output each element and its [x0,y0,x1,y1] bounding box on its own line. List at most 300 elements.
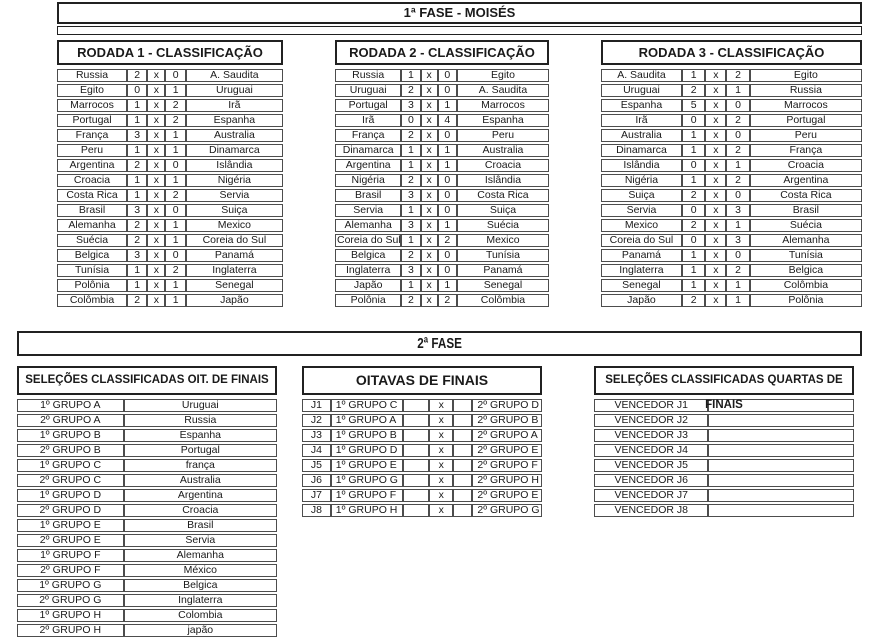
home-team-cell: Costa Rica [57,189,127,202]
away-group-cell: 2º GRUPO H [472,474,542,487]
away-team-cell: Irã [186,99,283,112]
away-score-cell: 2 [726,69,749,82]
match-row [57,279,283,292]
group-position-cell: 1º GRUPO G [17,579,124,592]
rodada-1-header: RODADA 1 - CLASSIFICAÇÃO [57,40,283,65]
away-group-cell: 2º GRUPO G [472,504,542,517]
x-separator-cell: x [429,504,453,517]
rodada-2-body [335,69,549,307]
home-group-cell: 1º GRUPO F [331,489,403,502]
away-score-empty-cell [453,504,472,517]
match-row [57,234,283,247]
match-row [335,69,549,82]
away-team-cell: Brasil [750,204,862,217]
qualified-team-cell: Inglaterra [124,594,277,607]
away-team-cell: Australia [186,129,283,142]
away-team-cell: Australia [457,144,549,157]
away-group-cell: 2º GRUPO E [472,489,542,502]
home-score-cell: 1 [127,264,147,277]
away-team-cell: Marrocos [457,99,549,112]
home-team-cell: Irã [335,114,401,127]
x-separator-cell: x [421,159,438,172]
home-score-empty-cell [403,504,429,517]
away-team-cell: Polônia [750,294,862,307]
rodada-1-body [57,69,283,307]
away-score-cell: 2 [726,174,749,187]
match-row [335,264,549,277]
home-group-cell: 1º GRUPO C [331,399,403,412]
away-team-cell: Egito [750,69,862,82]
home-team-cell: Egito [57,84,127,97]
match-row [57,249,283,262]
home-team-cell: Servia [601,204,682,217]
x-separator-cell: x [421,279,438,292]
x-separator-cell: x [705,234,726,247]
winner-row [594,504,854,517]
away-group-cell: 2º GRUPO F [472,459,542,472]
x-separator-cell: x [705,69,726,82]
home-score-cell: 0 [682,159,705,172]
qualified-row [17,564,277,577]
away-score-cell: 2 [165,114,185,127]
qualified-row [17,549,277,562]
match-row [601,204,862,217]
away-team-cell: Suécia [457,219,549,232]
x-separator-cell: x [147,279,165,292]
winner-row [594,444,854,457]
home-team-cell: Espanha [601,99,682,112]
home-score-cell: 3 [401,99,420,112]
qualified-team-cell: japão [124,624,277,637]
qualified-row [17,429,277,442]
match-row [57,264,283,277]
x-separator-cell: x [429,474,453,487]
x-separator-cell: x [429,414,453,427]
home-team-cell: Dinamarca [335,144,401,157]
qualified-row [17,474,277,487]
home-team-cell: Suécia [57,234,127,247]
away-score-cell: 3 [726,204,749,217]
home-score-cell: 2 [127,159,147,172]
away-team-cell: A. Saudita [186,69,283,82]
match-row [601,129,862,142]
qualified-team-cell: Uruguai [124,399,277,412]
away-team-cell: Senegal [186,279,283,292]
home-score-cell: 3 [401,189,420,202]
away-score-cell: 2 [438,234,457,247]
home-score-cell: 2 [127,219,147,232]
away-team-cell: Marrocos [750,99,862,112]
away-team-cell: Suécia [750,219,862,232]
qualified-row [17,489,277,502]
match-row [335,84,549,97]
home-group-cell: 1º GRUPO G [331,474,403,487]
away-score-empty-cell [453,489,472,502]
x-separator-cell: x [421,249,438,262]
away-team-cell: Alemanha [750,234,862,247]
match-row [601,249,862,262]
away-score-cell: 2 [726,264,749,277]
rodada-1-table [57,40,283,309]
home-team-cell: Polônia [57,279,127,292]
home-score-cell: 1 [682,69,705,82]
phase1-section [57,2,862,309]
phase1-title-banner [57,2,862,24]
away-score-cell: 1 [165,294,185,307]
winner-team-empty-cell [708,489,854,502]
away-team-cell: Portugal [750,114,862,127]
qualified-row [17,504,277,517]
away-team-cell: Uruguai [186,84,283,97]
x-separator-cell: x [147,69,165,82]
away-score-cell: 2 [438,294,457,307]
x-separator-cell: x [147,294,165,307]
x-separator-cell: x [421,294,438,307]
group-position-cell: 1º GRUPO H [17,609,124,622]
qualified-oitavas-body [17,399,277,637]
group-position-cell: 2º GRUPO C [17,474,124,487]
x-separator-cell: x [147,159,165,172]
match-row [57,159,283,172]
away-score-cell: 2 [165,264,185,277]
away-team-cell: Suiça [186,204,283,217]
match-row [601,234,862,247]
winner-team-empty-cell [708,459,854,472]
qualified-oitavas-table [17,366,277,639]
home-team-cell: Argentina [57,159,127,172]
x-separator-cell: x [147,129,165,142]
x-separator-cell: x [429,429,453,442]
group-position-cell: 1º GRUPO F [17,549,124,562]
rodada-3-body [601,69,862,307]
home-team-cell: Argentina [335,159,401,172]
oitavas-row [302,414,542,427]
match-id-cell: J1 [302,399,331,412]
match-row [335,99,549,112]
qualified-quartas-header: SELEÇÕES CLASSIFICADAS QUARTAS DE FINAIS [594,366,854,395]
group-position-cell: 2º GRUPO H [17,624,124,637]
away-team-cell: Colômbia [457,294,549,307]
away-team-cell: Mexico [457,234,549,247]
home-team-cell: Japão [335,279,401,292]
home-score-cell: 1 [682,279,705,292]
away-team-cell: Espanha [457,114,549,127]
group-position-cell: 2º GRUPO E [17,534,124,547]
phase1-title: 1ª FASE - MOISÉS [403,5,516,20]
match-row [57,84,283,97]
group-position-cell: 1º GRUPO A [17,399,124,412]
away-score-cell: 0 [438,174,457,187]
oitavas-row [302,444,542,457]
qualified-row [17,579,277,592]
winner-label-cell: VENCEDOR J5 [594,459,708,472]
away-team-cell: Servia [186,189,283,202]
home-group-cell: 1º GRUPO H [331,504,403,517]
home-team-cell: Russia [335,69,401,82]
home-score-cell: 1 [682,249,705,262]
match-row [601,219,862,232]
qualified-team-cell: frança [124,459,277,472]
qualified-row [17,459,277,472]
home-score-cell: 1 [127,99,147,112]
home-team-cell: Uruguai [601,84,682,97]
match-row [601,99,862,112]
x-separator-cell: x [705,279,726,292]
away-score-cell: 1 [438,279,457,292]
home-score-cell: 3 [127,204,147,217]
match-row [335,114,549,127]
qualified-row [17,534,277,547]
winner-label-cell: VENCEDOR J7 [594,489,708,502]
home-team-cell: Tunísia [57,264,127,277]
rodada-3-header: RODADA 3 - CLASSIFICAÇÃO [601,40,862,65]
match-row [57,294,283,307]
qualified-team-cell: Alemanha [124,549,277,562]
match-id-cell: J5 [302,459,331,472]
qualified-row [17,414,277,427]
group-position-cell: 1º GRUPO D [17,489,124,502]
home-score-cell: 2 [127,69,147,82]
away-team-cell: Colômbia [750,279,862,292]
x-separator-cell: x [147,204,165,217]
away-team-cell: Tunísia [750,249,862,262]
away-score-cell: 1 [165,234,185,247]
away-score-cell: 1 [165,219,185,232]
home-score-empty-cell [403,444,429,457]
away-score-cell: 1 [726,84,749,97]
away-score-cell: 1 [438,159,457,172]
away-score-cell: 1 [165,144,185,157]
winner-label-cell: VENCEDOR J1 [594,399,708,412]
match-row [335,234,549,247]
match-row [57,174,283,187]
match-row [601,279,862,292]
away-team-cell: Peru [750,129,862,142]
home-score-cell: 2 [401,174,420,187]
phase2-title-banner [17,331,862,356]
x-separator-cell: x [421,189,438,202]
home-score-cell: 1 [682,144,705,157]
home-score-cell: 2 [401,84,420,97]
rodada-1-results-table [57,67,283,309]
match-row [57,144,283,157]
x-separator-cell: x [421,234,438,247]
away-team-cell: Senegal [457,279,549,292]
away-score-cell: 0 [438,249,457,262]
home-team-cell: Irã [601,114,682,127]
match-id-cell: J8 [302,504,331,517]
away-group-cell: 2º GRUPO D [472,399,542,412]
match-row [335,159,549,172]
group-position-cell: 2º GRUPO D [17,504,124,517]
x-separator-cell: x [421,99,438,112]
home-score-empty-cell [403,414,429,427]
match-row [335,279,549,292]
away-score-cell: 1 [726,219,749,232]
match-row [335,294,549,307]
home-team-cell: Servia [335,204,401,217]
x-separator-cell: x [147,234,165,247]
x-separator-cell: x [147,264,165,277]
match-row [601,174,862,187]
qualified-row [17,444,277,457]
home-score-cell: 1 [401,204,420,217]
away-team-cell: Japão [186,294,283,307]
qualified-row [17,399,277,412]
oitavas-finais-table [302,366,542,639]
x-separator-cell: x [147,114,165,127]
away-score-cell: 1 [165,129,185,142]
away-score-cell: 0 [438,84,457,97]
home-team-cell: Belgica [335,249,401,262]
match-row [57,204,283,217]
away-team-cell: Dinamarca [186,144,283,157]
match-row [601,294,862,307]
x-separator-cell: x [421,129,438,142]
home-score-cell: 0 [127,84,147,97]
home-score-cell: 1 [682,129,705,142]
home-group-cell: 1º GRUPO B [331,429,403,442]
away-group-cell: 2º GRUPO E [472,444,542,457]
x-separator-cell: x [429,459,453,472]
away-team-cell: Panamá [457,264,549,277]
qualified-team-cell: Portugal [124,444,277,457]
qualified-row [17,624,277,637]
away-score-cell: 1 [438,219,457,232]
away-team-cell: Costa Rica [457,189,549,202]
match-row [57,114,283,127]
away-score-cell: 1 [438,99,457,112]
home-team-cell: França [57,129,127,142]
winner-row [594,459,854,472]
away-score-cell: 1 [165,279,185,292]
away-score-cell: 0 [726,129,749,142]
x-separator-cell: x [147,189,165,202]
home-team-cell: Colômbia [57,294,127,307]
winner-label-cell: VENCEDOR J2 [594,414,708,427]
x-separator-cell: x [705,144,726,157]
home-team-cell: Russia [57,69,127,82]
away-score-cell: 0 [165,204,185,217]
oitavas-row [302,474,542,487]
home-team-cell: França [335,129,401,142]
winner-row [594,429,854,442]
away-team-cell: Islândia [186,159,283,172]
away-team-cell: Argentina [750,174,862,187]
winner-team-empty-cell [708,429,854,442]
qualified-team-cell: Croacia [124,504,277,517]
match-row [57,129,283,142]
winner-label-cell: VENCEDOR J8 [594,504,708,517]
home-team-cell: Suiça [601,189,682,202]
home-score-empty-cell [403,429,429,442]
home-score-cell: 2 [127,294,147,307]
home-score-cell: 3 [401,219,420,232]
home-score-empty-cell [403,489,429,502]
home-score-cell: 0 [682,114,705,127]
home-team-cell: Nigéria [601,174,682,187]
qualified-team-cell: Belgica [124,579,277,592]
qualified-oitavas-header: SELEÇÕES CLASSIFICADAS OIT. DE FINAIS [17,366,277,395]
match-row [601,144,862,157]
group-position-cell: 2º GRUPO A [17,414,124,427]
away-team-cell: França [750,144,862,157]
away-team-cell: Coreia do Sul [186,234,283,247]
away-score-cell: 0 [438,189,457,202]
group-position-cell: 2º GRUPO F [17,564,124,577]
away-team-cell: Tunísia [457,249,549,262]
rodada-2-header: RODADA 2 - CLASSIFICAÇÃO [335,40,549,65]
oitavas-row [302,504,542,517]
away-score-cell: 1 [165,84,185,97]
match-id-cell: J4 [302,444,331,457]
match-row [601,189,862,202]
qualified-team-cell: Espanha [124,429,277,442]
group-position-cell: 1º GRUPO E [17,519,124,532]
match-id-cell: J6 [302,474,331,487]
qualified-row [17,519,277,532]
x-separator-cell: x [147,144,165,157]
phase2-tables-row [17,366,862,639]
match-row [601,84,862,97]
home-team-cell: Brasil [335,189,401,202]
home-score-cell: 2 [682,189,705,202]
away-score-empty-cell [453,444,472,457]
phase1-tables-row [57,40,862,309]
match-row [335,189,549,202]
home-team-cell: A. Saudita [601,69,682,82]
home-score-cell: 1 [127,174,147,187]
away-score-empty-cell [453,399,472,412]
away-score-cell: 2 [726,144,749,157]
away-score-cell: 1 [165,174,185,187]
home-group-cell: 1º GRUPO E [331,459,403,472]
x-separator-cell: x [421,174,438,187]
away-team-cell: Panamá [186,249,283,262]
home-team-cell: Peru [57,144,127,157]
oitavas-row [302,459,542,472]
home-score-cell: 2 [682,84,705,97]
rodada-3-results-table [601,67,862,309]
group-position-cell: 1º GRUPO C [17,459,124,472]
away-score-empty-cell [453,459,472,472]
qualified-team-cell: Brasil [124,519,277,532]
phase2-section [17,331,862,639]
oitavas-row [302,489,542,502]
qualified-team-cell: México [124,564,277,577]
home-team-cell: Islândia [601,159,682,172]
home-team-cell: Coreia do Sul [601,234,682,247]
home-score-cell: 1 [401,144,420,157]
x-separator-cell: x [429,399,453,412]
home-score-cell: 3 [401,264,420,277]
home-team-cell: Nigéria [335,174,401,187]
home-score-cell: 1 [127,189,147,202]
qualified-row [17,594,277,607]
match-row [335,204,549,217]
match-row [57,189,283,202]
match-row [335,174,549,187]
phase2-title: 2ª FASE [417,335,462,352]
x-separator-cell: x [705,189,726,202]
x-separator-cell: x [705,99,726,112]
match-row [335,129,549,142]
match-id-cell: J7 [302,489,331,502]
home-team-cell: Panamá [601,249,682,262]
away-score-cell: 1 [438,144,457,157]
home-score-cell: 1 [401,159,420,172]
qualified-quartas-table [594,366,854,639]
